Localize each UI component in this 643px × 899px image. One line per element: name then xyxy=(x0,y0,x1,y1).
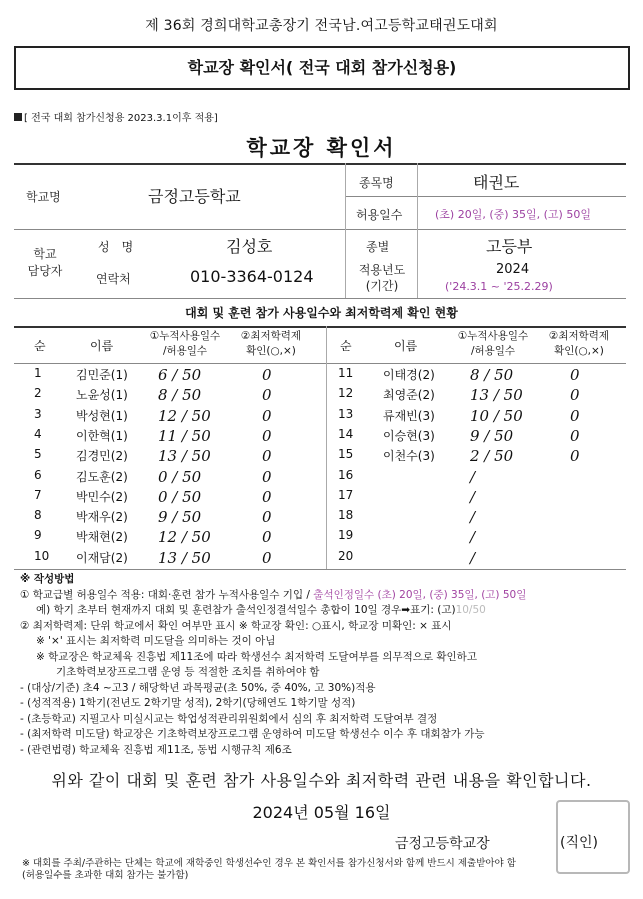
seal-label: (직인) xyxy=(560,835,598,851)
allowed-label: 허용일수 xyxy=(356,208,403,222)
row-check: 0 xyxy=(262,487,272,506)
row-number: 4 xyxy=(34,426,42,441)
row-name: 박성현(1) xyxy=(76,408,128,423)
methods-line-1 xyxy=(20,588,630,604)
phone-value: 010-3364-0124 xyxy=(190,267,314,286)
row-name: 최영준(2) xyxy=(383,388,435,403)
year-label: 적용년도 (기간) xyxy=(358,263,406,293)
info-vline xyxy=(345,163,346,298)
row-check: 0 xyxy=(570,386,580,405)
col-name-right: 이름 xyxy=(394,339,418,353)
competition-header: 제 36회 경희대학교총장기 전국남.여고등학교태권도대회 xyxy=(145,18,498,34)
row-days: 13 / 50 xyxy=(158,447,211,466)
row-name: 이승현(3) xyxy=(383,428,435,443)
row-check: 0 xyxy=(262,508,272,527)
col-check-left: ②최저학력제 확인(○,×) xyxy=(240,330,302,357)
row-check: 0 xyxy=(262,386,272,405)
footer-note xyxy=(22,858,632,882)
row-number: 15 xyxy=(338,447,354,462)
row-name: 김경민(2) xyxy=(76,449,128,464)
info-divider xyxy=(14,229,626,230)
row-number: 16 xyxy=(338,467,354,482)
row-number: 9 xyxy=(34,528,42,543)
principal-name: 금정고등학교장 xyxy=(395,836,490,852)
row-name: 박민수(2) xyxy=(76,489,128,504)
kind-value: 고등부 xyxy=(486,237,533,256)
row-number: 10 xyxy=(34,548,50,563)
methods-line-3: ② 최저학력제: 단위 학교에서 확인 여부만 표시 ※ 학교장 확인: ○표시, 학교장 미확인: × 표시 xyxy=(20,619,452,632)
contact-label: 학교 담당자 xyxy=(27,247,63,278)
allowed-value: (초) 20일, (중) 35일, (고) 50일 xyxy=(435,208,591,221)
methods-line-2 xyxy=(20,603,630,619)
col-name-left: 이름 xyxy=(90,339,114,353)
row-check: 0 xyxy=(570,406,580,425)
row-days: 11 / 50 xyxy=(158,426,211,445)
row-check: 0 xyxy=(262,426,272,445)
col-no-right: 순 xyxy=(340,339,352,353)
info-vline2 xyxy=(417,163,418,298)
methods-line-1a: ① 학교급별 허용일수 적용: 대회·훈련 참가 누적사용일수 기입 / xyxy=(20,588,314,601)
form-box-title: 학교장 확인서( 전국 대회 참가신청용) xyxy=(14,46,630,90)
footer-line-2: (허용일수를 초과한 대회 참가는 불가함) xyxy=(22,870,189,881)
phone-label: 연락처 xyxy=(96,272,131,286)
info-top-border xyxy=(14,163,626,165)
row-number: 20 xyxy=(338,548,354,563)
row-days: 0 / 50 xyxy=(158,467,202,486)
row-number: 7 xyxy=(34,487,42,502)
row-days: 10 / 50 xyxy=(470,406,523,425)
row-check: 0 xyxy=(570,366,580,384)
col-check-right: ②최저학력제 확인(○,×) xyxy=(548,330,610,357)
row-number: 19 xyxy=(338,528,354,543)
table-bottom-border xyxy=(14,569,626,570)
row-days: 8 / 50 xyxy=(158,386,202,405)
confirm-statement: 위와 같이 대회 및 훈련 참가 사용일수와 최저학력 관련 내용을 확인합니다. xyxy=(51,771,592,790)
row-number: 14 xyxy=(338,426,354,441)
bullet-square-icon xyxy=(14,113,22,121)
methods-line-1b: 출석인정일수 (초) 20일, (중) 35일, (고) 50일 xyxy=(313,588,527,601)
methods-line-6: 기초학력보장프로그램 운영 등 적절한 조치를 취하여야 함 xyxy=(56,666,320,678)
row-number: 5 xyxy=(34,447,42,462)
row-days: / xyxy=(470,487,476,506)
row-name: 이한혁(1) xyxy=(76,428,128,443)
table-header-border xyxy=(14,363,626,364)
row-number: 13 xyxy=(338,406,354,421)
methods-line-7: - (대상/기준) 초4 ~고3 / 해당학년 과목평균(초 50%, 중 40%, 고 30%)적용 xyxy=(20,681,376,694)
row-name: 이재담(2) xyxy=(76,550,128,565)
methods-line-5: ※ 학교장은 학교체육 진흥법 제11조에 따라 학생선수 최저학력 도달여부를 의무적으로 확인하고 xyxy=(36,650,477,663)
row-days: / xyxy=(470,467,476,486)
col-days-right: ①누적사용일수 /허용일수 xyxy=(457,330,529,357)
row-number: 11 xyxy=(338,366,354,380)
col-days-left: ①누적사용일수 /허용일수 xyxy=(149,330,221,357)
methods-line-4: ※ '×' 표시는 최저학력 미도달을 의미하는 것이 아님 xyxy=(36,635,276,647)
name-value: 김성호 xyxy=(226,237,273,256)
row-days: / xyxy=(470,548,476,567)
row-name: 김민준(1) xyxy=(76,368,128,382)
row-days: 13 / 50 xyxy=(158,548,211,567)
row-days: 0 / 50 xyxy=(158,487,202,506)
row-check: 0 xyxy=(262,467,272,486)
row-check: 0 xyxy=(570,426,580,445)
methods-line-2b: 10/50 xyxy=(455,604,486,616)
col-no-left: 순 xyxy=(34,339,46,353)
methods-line-11: - (관련법령) 학교체육 진흥법 제11조, 동법 시행규칙 제6조 xyxy=(20,743,292,756)
kind-label: 종별 xyxy=(366,240,390,254)
row-number: 6 xyxy=(34,467,42,482)
row-number: 17 xyxy=(338,487,354,502)
year-value: 2024 xyxy=(496,262,530,277)
row-days: 8 / 50 xyxy=(470,366,514,384)
row-number: 3 xyxy=(34,406,42,421)
row-days: 12 / 50 xyxy=(158,406,211,425)
row-check: 0 xyxy=(262,406,272,425)
row-name: 박재우(2) xyxy=(76,510,128,525)
row-check: 0 xyxy=(262,548,272,567)
school-value: 금정고등학교 xyxy=(148,187,241,206)
row-check: 0 xyxy=(262,366,272,384)
methods-line-9: - (초등학교) 지필고사 미실시교는 학업성적관리위원회에서 심의 후 최저학력 도달여부 결정 xyxy=(20,712,438,725)
row-days: / xyxy=(470,528,476,547)
methods-line-2a: 예) 학기 초부터 현재까지 대회 및 훈련참가 출석인정결석일수 총합이 10일 경우➡표기: (고) xyxy=(36,604,456,616)
apply-note-text: [ 전국 대회 참가신청용 2023.3.1이후 적용] xyxy=(24,113,218,124)
school-label: 학교명 xyxy=(26,190,61,204)
info-bottom-border xyxy=(14,298,626,299)
event-value: 태권도 xyxy=(473,173,520,192)
methods-line-8: - (성적적용) 1학기(전년도 2학기말 성적), 2학기(당해연도 1학기말 성적) xyxy=(20,697,356,709)
row-number: 18 xyxy=(338,508,354,523)
info-divider-right xyxy=(345,196,626,197)
row-name: 박채현(2) xyxy=(76,530,128,545)
table-title: 대회 및 훈련 참가 사용일수와 최저학력제 확인 현황 xyxy=(185,306,458,320)
row-days: 2 / 50 xyxy=(470,447,514,466)
methods-line-10: - (최저학력 미도달) 학교장은 기초학력보장프로그램 운영하여 미도달 학생선수 이수 후 대회참가 가능 xyxy=(20,728,485,740)
document-title: 학교장 확인서 xyxy=(246,136,397,160)
row-name: 이태경(2) xyxy=(383,368,435,382)
table-top-border xyxy=(14,326,626,328)
row-name: 이천수(3) xyxy=(383,449,435,464)
row-days: 13 / 50 xyxy=(470,386,523,405)
row-number: 1 xyxy=(34,366,42,380)
row-days: 9 / 50 xyxy=(158,508,202,527)
row-days: 6 / 50 xyxy=(158,366,202,384)
methods-heading: ※ 작성방법 xyxy=(20,573,75,585)
row-number: 2 xyxy=(34,386,42,401)
row-days: 12 / 50 xyxy=(158,528,211,547)
apply-note xyxy=(14,109,218,124)
row-days: / xyxy=(470,508,476,527)
name-label: 성 명 xyxy=(98,240,134,254)
row-check: 0 xyxy=(262,528,272,547)
row-check: 0 xyxy=(262,447,272,466)
table-middle-vline xyxy=(326,326,327,569)
row-days: 9 / 50 xyxy=(470,426,514,445)
period-value: ('24.3.1 ~ '25.2.29) xyxy=(445,280,553,293)
row-name: 김도훈(2) xyxy=(76,469,128,484)
row-name: 노윤성(1) xyxy=(76,388,128,403)
row-check: 0 xyxy=(570,447,580,466)
event-label: 종목명 xyxy=(359,176,394,190)
row-number: 8 xyxy=(34,508,42,523)
row-name: 류재빈(3) xyxy=(383,408,435,423)
row-number: 12 xyxy=(338,386,354,401)
methods-section xyxy=(20,572,630,758)
footer-line-1: ※ 대회를 주최/주관하는 단체는 학교에 재학중인 학생선수인 경우 본 확인서를 참가신청서와 함께 반드시 제출받아야 함 xyxy=(22,858,516,869)
issue-date: 2024년 05월 16일 xyxy=(252,803,391,822)
